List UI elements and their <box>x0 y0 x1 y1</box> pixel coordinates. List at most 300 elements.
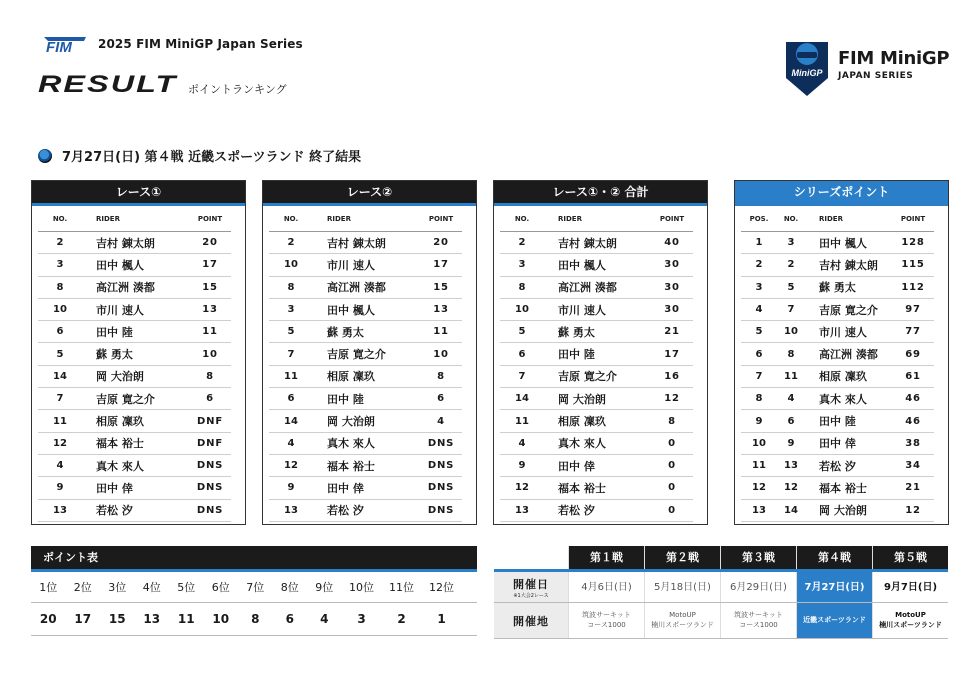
rider-number: 10 <box>784 326 798 338</box>
fim-logo-icon <box>40 36 88 53</box>
rider-name: 高江洲 湊都 <box>327 281 386 295</box>
position-label: 10位 <box>349 581 374 594</box>
table-row <box>38 321 231 343</box>
rider-number: 12 <box>515 482 529 494</box>
rider-point: 10 <box>433 348 449 360</box>
position-label: 3位 <box>108 581 127 594</box>
rider-name: 吉村 錬太朗 <box>96 236 155 250</box>
rider-point: 17 <box>433 259 449 271</box>
table-header <box>269 206 462 232</box>
rider-number: 13 <box>784 460 798 472</box>
rider-name: 田中 陸 <box>96 325 133 339</box>
round-header: 第４戦 <box>796 546 872 569</box>
fim-logo-text: FIM <box>46 39 72 53</box>
position-label: 7位 <box>246 581 265 594</box>
race-panel-3 <box>493 180 708 525</box>
rider-name: 田中 倖 <box>327 481 364 495</box>
rider-name: 相原 凜玖 <box>558 415 606 429</box>
position-label: 11位 <box>389 581 414 594</box>
rider-point: 34 <box>905 460 921 472</box>
rider-name: 福本 裕士 <box>327 459 375 473</box>
rider-point: DNS <box>196 482 224 494</box>
venue-line: コース1000 <box>587 620 626 629</box>
points-table-title: ポイント表 <box>31 546 477 572</box>
position-points: 15 <box>108 612 126 626</box>
position-points: 10 <box>212 612 230 626</box>
table-row <box>269 343 462 365</box>
rider-position: 5 <box>755 326 763 338</box>
table-row <box>38 455 231 477</box>
table-header <box>38 206 231 232</box>
rider-point: 115 <box>901 259 925 271</box>
table-row <box>38 433 231 455</box>
rider-name: 相原 凜玖 <box>96 415 144 429</box>
venue-line: 楠川スポーツランド <box>651 620 714 629</box>
header-point: POINT <box>900 214 926 223</box>
rider-name: 真木 來人 <box>819 392 867 406</box>
venue-line: 楠川スポーツランド <box>879 620 942 629</box>
rider-point: 11 <box>202 326 218 338</box>
race-table <box>38 206 231 522</box>
table-row <box>500 254 693 276</box>
rider-position: 9 <box>755 415 763 427</box>
rider-point: DNS <box>196 504 224 516</box>
series-points-panel <box>734 180 949 525</box>
table-row <box>269 500 462 522</box>
table-row <box>741 299 934 321</box>
table-row <box>500 343 693 365</box>
table-row <box>741 254 934 276</box>
table-row <box>38 477 231 499</box>
table-row <box>741 321 934 343</box>
rider-point: 77 <box>905 326 921 338</box>
rider-point: 15 <box>202 281 218 293</box>
rider-name: 岡 大治朗 <box>327 415 375 429</box>
rider-name: 田中 倖 <box>558 459 595 473</box>
table-row <box>741 455 934 477</box>
round-header: 第５戦 <box>872 546 948 569</box>
table-row <box>741 366 934 388</box>
table-row <box>500 299 693 321</box>
rider-point: 38 <box>905 437 921 449</box>
round-header: 第２戦 <box>644 546 720 569</box>
rider-number: 14 <box>284 415 298 427</box>
table-header <box>741 206 934 232</box>
rider-name: 蘇 勇太 <box>558 325 595 339</box>
table-row <box>500 433 693 455</box>
rider-name: 福本 裕士 <box>819 481 867 495</box>
race-table <box>269 206 462 522</box>
round-venue <box>644 603 720 638</box>
rider-name: 吉村 錬太朗 <box>327 236 386 250</box>
event-title-text: 7月27日(日) 第４戦 近畿スポーツランド 終了結果 <box>62 150 362 165</box>
points-values-row <box>31 603 477 636</box>
rider-number: 7 <box>787 304 795 316</box>
race-table <box>500 206 693 522</box>
header-point: POINT <box>197 214 223 223</box>
rider-position: 1 <box>755 237 763 249</box>
rider-point: 13 <box>202 304 218 316</box>
venue-line: 筑波サーキット <box>734 611 783 620</box>
table-row <box>741 410 934 432</box>
header-rider: RIDER <box>327 214 351 223</box>
table-row <box>500 477 693 499</box>
panel-title: レース① <box>32 181 245 206</box>
rider-number: 6 <box>287 393 295 405</box>
rider-name: 相原 凜玖 <box>819 370 867 384</box>
round-date: 4月6日(日) <box>568 572 644 602</box>
header-point: POINT <box>659 214 685 223</box>
venue-line: MotoUP <box>895 611 926 620</box>
helmet-emblem-icon <box>780 34 834 100</box>
race-panel-2 <box>262 180 477 525</box>
table-row <box>500 232 693 254</box>
position-points: 3 <box>357 612 366 626</box>
rider-number: 13 <box>53 504 67 516</box>
rider-point: 17 <box>664 348 680 360</box>
rider-point: 61 <box>905 370 921 382</box>
venue-line: 近畿スポーツランド <box>803 615 866 624</box>
table-row <box>269 477 462 499</box>
brand-subtitle: JAPAN SERIES <box>838 71 914 81</box>
rider-point: 11 <box>433 326 449 338</box>
rider-position: 4 <box>755 304 763 316</box>
rider-number: 5 <box>787 281 795 293</box>
table-row <box>269 388 462 410</box>
page-subtitle: ポイントランキング <box>188 83 287 96</box>
rider-number: 4 <box>56 460 64 472</box>
position-label: 12位 <box>429 581 454 594</box>
schedule-header <box>494 546 948 572</box>
table-row <box>38 500 231 522</box>
emblem-text: MiniGP <box>791 68 823 78</box>
rider-name: 吉村 錬太朗 <box>558 236 617 250</box>
header-rider: RIDER <box>96 214 120 223</box>
rider-position: 7 <box>755 370 763 382</box>
table-row <box>38 388 231 410</box>
panel-title: レース①・② 合計 <box>494 181 707 206</box>
rider-name: 岡 大治朗 <box>819 504 867 518</box>
rider-name: 吉原 寛之介 <box>558 370 617 384</box>
rider-number: 10 <box>515 304 529 316</box>
rider-number: 12 <box>784 482 798 494</box>
position-label: 9位 <box>315 581 334 594</box>
rider-name: 田中 楓人 <box>96 258 144 272</box>
rider-number: 14 <box>53 370 67 382</box>
table-row <box>38 366 231 388</box>
rider-name: 若松 汐 <box>558 504 595 518</box>
table-row <box>269 366 462 388</box>
position-points: 8 <box>251 612 260 626</box>
rider-point: 15 <box>433 281 449 293</box>
table-row <box>269 232 462 254</box>
rider-point: 21 <box>905 482 921 494</box>
rider-point: 128 <box>901 237 925 249</box>
rider-point: DNF <box>197 415 223 427</box>
rider-point: 8 <box>668 415 676 427</box>
rider-name: 岡 大治朗 <box>96 370 144 384</box>
table-row <box>38 232 231 254</box>
rider-position: 13 <box>752 504 766 516</box>
rider-position: 8 <box>755 393 763 405</box>
table-row <box>741 232 934 254</box>
rider-number: 8 <box>287 281 295 293</box>
rider-position: 2 <box>755 259 763 271</box>
table-row <box>500 410 693 432</box>
table-row <box>741 277 934 299</box>
schedule-dates-row <box>494 572 948 603</box>
rider-position: 12 <box>752 482 766 494</box>
rider-number: 8 <box>787 348 795 360</box>
venue-line: コース1000 <box>739 620 778 629</box>
rider-number: 11 <box>515 415 529 427</box>
table-row <box>269 321 462 343</box>
rider-name: 市川 速人 <box>96 303 144 317</box>
rider-point: 97 <box>905 304 921 316</box>
position-label: 1位 <box>39 581 58 594</box>
page-title: RESULT <box>38 71 178 98</box>
rider-name: 若松 汐 <box>327 504 364 518</box>
rider-number: 14 <box>515 393 529 405</box>
rider-name: 田中 陸 <box>558 348 595 362</box>
rider-point: 6 <box>206 393 214 405</box>
rider-name: 高江洲 湊都 <box>819 348 878 362</box>
rider-name: 蘇 勇太 <box>327 325 364 339</box>
rider-number: 5 <box>287 326 295 338</box>
rider-name: 田中 楓人 <box>327 303 375 317</box>
rider-name: 田中 倖 <box>96 481 133 495</box>
series-table <box>741 206 934 522</box>
rider-position: 3 <box>755 281 763 293</box>
table-row <box>269 299 462 321</box>
table-row <box>269 455 462 477</box>
header-no: NO. <box>514 214 530 223</box>
round-venue <box>568 603 644 638</box>
rider-number: 9 <box>787 437 795 449</box>
rider-name: 真木 來人 <box>558 437 606 451</box>
rider-point: 0 <box>668 437 676 449</box>
venue-line: 筑波サーキット <box>582 611 631 620</box>
rider-point: 12 <box>905 504 921 516</box>
rider-point: 40 <box>664 237 680 249</box>
rider-position: 10 <box>752 437 766 449</box>
rider-number: 3 <box>787 237 795 249</box>
rider-name: 真木 來人 <box>96 459 144 473</box>
rider-point: 10 <box>202 348 218 360</box>
rider-name: 福本 裕士 <box>96 437 144 451</box>
rider-number: 9 <box>518 460 526 472</box>
race-panel-1 <box>31 180 246 525</box>
rider-number: 14 <box>784 504 798 516</box>
position-points: 1 <box>437 612 446 626</box>
header-point: POINT <box>428 214 454 223</box>
position-points: 20 <box>39 612 57 626</box>
table-row <box>500 500 693 522</box>
rider-point: 17 <box>202 259 218 271</box>
rider-number: 13 <box>284 504 298 516</box>
brand-name: FIM MiniGP <box>838 48 950 69</box>
venue-label: 開催地 <box>494 603 568 638</box>
rider-name: 田中 倖 <box>819 437 856 451</box>
rider-position: 11 <box>752 460 766 472</box>
rider-point: 30 <box>664 281 680 293</box>
table-header <box>500 206 693 232</box>
rider-name: 福本 裕士 <box>558 481 606 495</box>
rider-name: 岡 大治朗 <box>558 392 606 406</box>
rider-point: 20 <box>202 237 218 249</box>
rider-name: 高江洲 湊都 <box>96 281 155 295</box>
rider-number: 12 <box>284 460 298 472</box>
round-venue <box>872 603 948 638</box>
rider-number: 6 <box>56 326 64 338</box>
rider-point: 6 <box>437 393 445 405</box>
table-row <box>741 433 934 455</box>
rider-position: 6 <box>755 348 763 360</box>
rider-number: 12 <box>53 437 67 449</box>
rider-point: 8 <box>437 370 445 382</box>
rider-name: 吉原 寛之介 <box>327 348 386 362</box>
round-header: 第３戦 <box>720 546 796 569</box>
rider-number: 11 <box>284 370 298 382</box>
position-points: 11 <box>177 612 195 626</box>
rider-number: 2 <box>518 237 526 249</box>
rider-number: 9 <box>56 482 64 494</box>
rider-number: 4 <box>518 437 526 449</box>
rider-point: 0 <box>668 504 676 516</box>
rider-number: 3 <box>56 259 64 271</box>
header-rider: RIDER <box>819 214 843 223</box>
rider-point: DNS <box>427 504 455 516</box>
rider-point: 8 <box>206 370 214 382</box>
helmet-icon <box>38 149 52 163</box>
rider-point: DNF <box>197 437 223 449</box>
table-row <box>741 388 934 410</box>
round-date: 5月18日(日) <box>644 572 720 602</box>
rider-name: 田中 陸 <box>327 392 364 406</box>
schedule-table <box>494 546 948 639</box>
rider-point: 30 <box>664 259 680 271</box>
rider-point: 13 <box>433 304 449 316</box>
rider-number: 8 <box>518 281 526 293</box>
rider-number: 13 <box>515 504 529 516</box>
position-points: 4 <box>320 612 329 626</box>
rider-name: 若松 汐 <box>819 459 856 473</box>
table-row <box>38 254 231 276</box>
rider-point: DNS <box>427 437 455 449</box>
table-row <box>269 410 462 432</box>
rider-name: 吉原 寛之介 <box>96 392 155 406</box>
table-row <box>38 343 231 365</box>
table-row <box>38 277 231 299</box>
header-no: NO. <box>783 214 799 223</box>
rider-number: 5 <box>518 326 526 338</box>
rider-number: 4 <box>287 437 295 449</box>
position-label: 5位 <box>177 581 196 594</box>
position-points: 6 <box>285 612 294 626</box>
round-date: 7月27日(日) <box>796 572 872 602</box>
rider-name: 田中 楓人 <box>819 236 867 250</box>
rider-name: 高江洲 湊都 <box>558 281 617 295</box>
rider-number: 4 <box>787 393 795 405</box>
round-header: 第１戦 <box>568 546 644 569</box>
rider-point: 69 <box>905 348 921 360</box>
rider-point: 4 <box>437 415 445 427</box>
rider-name: 蘇 勇太 <box>96 348 133 362</box>
rider-point: DNS <box>427 460 455 472</box>
table-row <box>38 410 231 432</box>
rider-number: 2 <box>787 259 795 271</box>
rider-number: 5 <box>56 348 64 360</box>
panel-title: シリーズポイント <box>735 181 948 206</box>
date-label: 開催日 ※1大会2レース <box>494 572 568 602</box>
rider-number: 3 <box>518 259 526 271</box>
table-row <box>38 299 231 321</box>
rider-point: 16 <box>664 370 680 382</box>
rider-number: 10 <box>284 259 298 271</box>
table-row <box>500 277 693 299</box>
position-label: 8位 <box>280 581 299 594</box>
rider-point: 20 <box>433 237 449 249</box>
header-no: NO. <box>283 214 299 223</box>
rider-point: 0 <box>668 482 676 494</box>
rider-number: 3 <box>287 304 295 316</box>
rider-number: 10 <box>53 304 67 316</box>
rider-point: 112 <box>901 281 925 293</box>
rider-point: 30 <box>664 304 680 316</box>
table-row <box>741 477 934 499</box>
table-row <box>269 254 462 276</box>
rider-number: 6 <box>518 348 526 360</box>
rider-name: 市川 速人 <box>327 258 375 272</box>
position-points: 2 <box>397 612 406 626</box>
position-label: 4位 <box>142 581 161 594</box>
venue-line: MotoUP <box>669 611 696 620</box>
rider-number: 7 <box>287 348 295 360</box>
rider-point: 46 <box>905 415 921 427</box>
position-points: 17 <box>74 612 92 626</box>
rider-name: 田中 楓人 <box>558 258 606 272</box>
rider-point: DNS <box>196 460 224 472</box>
rider-point: 12 <box>664 393 680 405</box>
rider-number: 6 <box>787 415 795 427</box>
schedule-venues-row <box>494 603 948 639</box>
table-row <box>269 277 462 299</box>
table-row <box>741 500 934 522</box>
panel-title: レース② <box>263 181 476 206</box>
rider-name: 市川 速人 <box>558 303 606 317</box>
points-table <box>31 546 477 636</box>
table-row <box>269 433 462 455</box>
rider-number: 9 <box>287 482 295 494</box>
rider-number: 8 <box>56 281 64 293</box>
rider-name: 蘇 勇太 <box>819 281 856 295</box>
table-row <box>500 455 693 477</box>
rider-number: 11 <box>53 415 67 427</box>
position-label: 2位 <box>73 581 92 594</box>
rider-name: 相原 凜玖 <box>327 370 375 384</box>
rider-point: 0 <box>668 460 676 472</box>
round-venue <box>796 603 872 638</box>
rider-number: 2 <box>56 237 64 249</box>
position-label: 6位 <box>211 581 230 594</box>
round-venue <box>720 603 796 638</box>
rider-name: 真木 來人 <box>327 437 375 451</box>
header-rider: RIDER <box>558 214 582 223</box>
rider-number: 7 <box>518 370 526 382</box>
table-row <box>500 366 693 388</box>
table-row <box>500 388 693 410</box>
header-pos: POS. <box>749 214 769 223</box>
